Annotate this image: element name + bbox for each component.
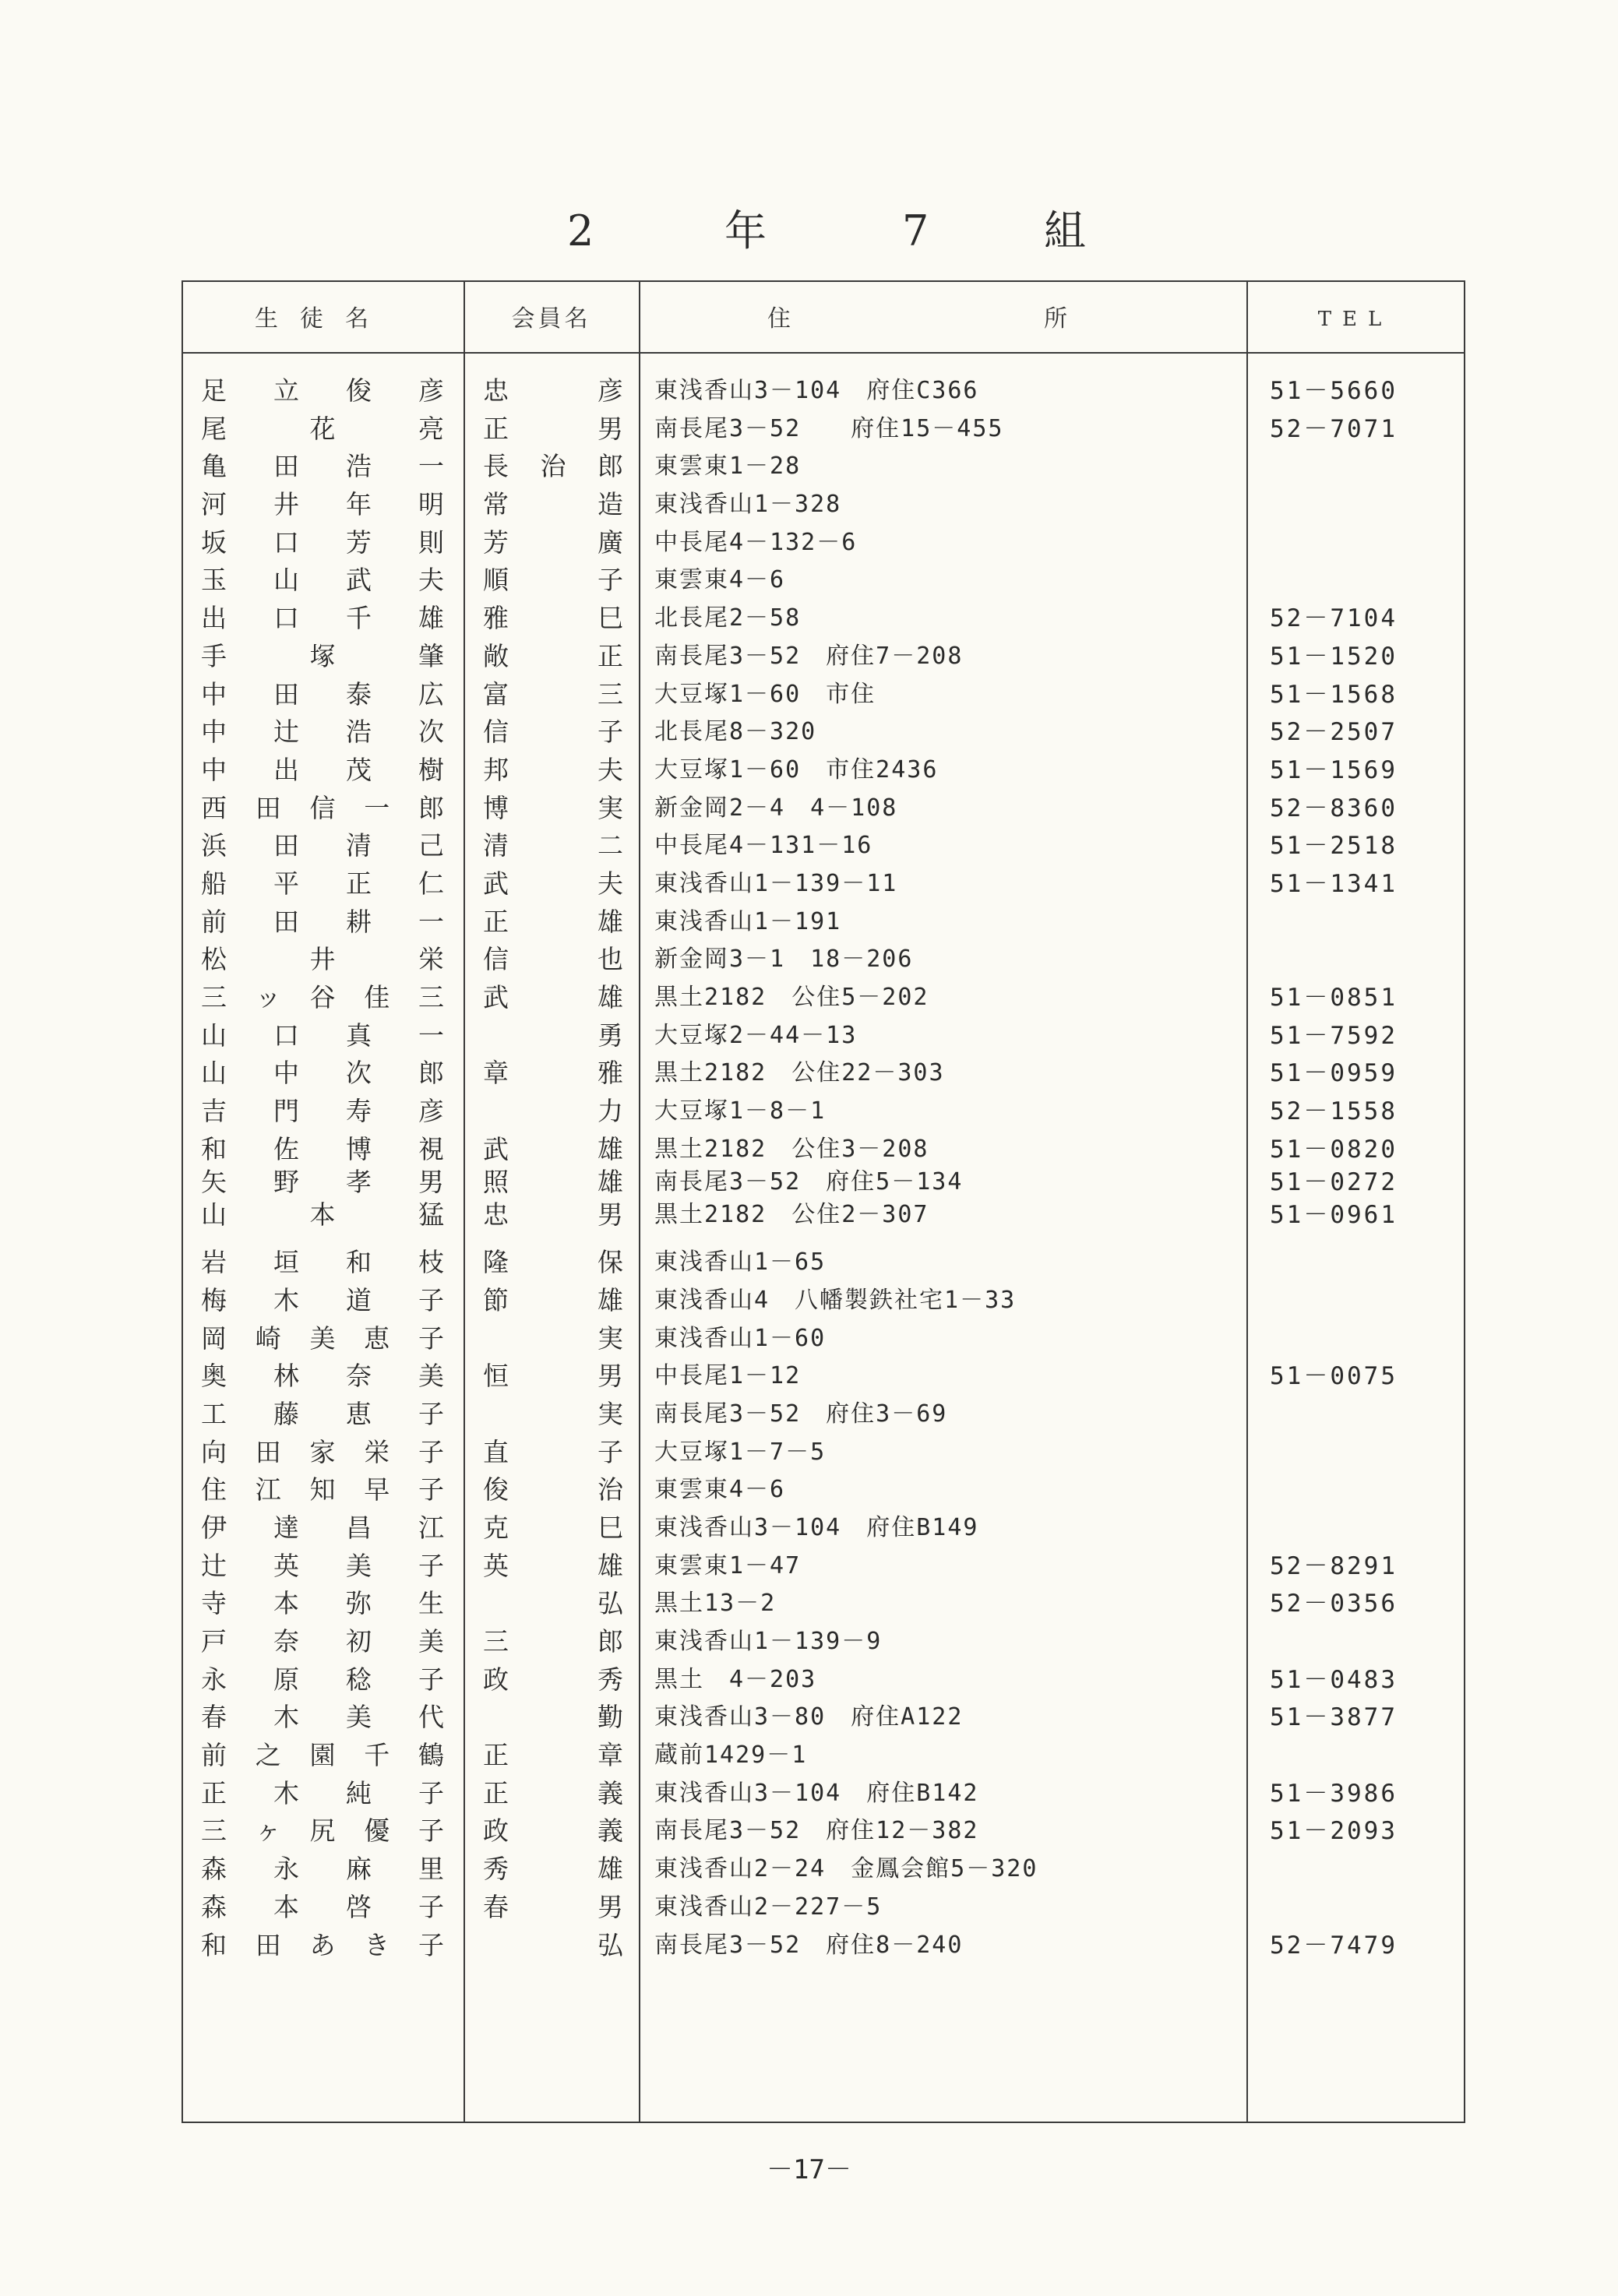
student-name: 手 塚 肇 [201, 640, 444, 671]
member-name: 恒 男 [483, 1361, 623, 1392]
tel-number: 51－0959 [1270, 1059, 1398, 1088]
header-divider [182, 352, 1465, 354]
table-row [0, 486, 1618, 524]
header-address-left: 住 [767, 305, 791, 333]
address: 新金岡3－1 18－206 [654, 946, 914, 974]
table-top-border [182, 280, 1465, 282]
student-name: 西 田 信 一 郎 [201, 792, 444, 823]
student-name: 岡 崎 美 恵 子 [201, 1322, 444, 1354]
address: 東浅香山1－139－11 [654, 869, 898, 897]
address: 東浅香山1－191 [654, 907, 842, 935]
table-row [0, 676, 1618, 714]
table-row [0, 1017, 1618, 1055]
table-row [0, 1320, 1618, 1358]
table-row [0, 1131, 1618, 1169]
table-row [0, 600, 1618, 638]
student-name: 住 江 知 早 子 [201, 1474, 444, 1505]
member-name: 雅 巳 [483, 603, 623, 634]
tel-number: 52－7104 [1270, 604, 1398, 633]
table-row [0, 1358, 1618, 1396]
address: 東雲東4－6 [654, 1476, 786, 1504]
student-name: 梅 木 道 子 [201, 1284, 444, 1315]
student-name: 中 辻 浩 次 [201, 717, 444, 748]
address: 大豆塚1－60 市住 [654, 680, 876, 708]
address: 東浅香山2－24 金鳳会館5－320 [654, 1855, 1038, 1883]
member-name: 克 巳 [483, 1512, 623, 1543]
address: 黒土2182 公住3－208 [654, 1135, 929, 1163]
address: 黒土13－2 [654, 1590, 777, 1618]
member-name: 順 子 [483, 565, 623, 596]
student-name: 三 ヶ 尻 優 子 [201, 1815, 444, 1847]
member-name: 正 雄 [483, 906, 623, 937]
member-name: 武 夫 [483, 868, 623, 899]
student-name: 前 之 園 千 鶴 [201, 1740, 444, 1771]
member-name: 三 郎 [483, 1626, 623, 1657]
student-name: 奥 林 奈 美 [201, 1361, 444, 1392]
tel-number: 52－1558 [1270, 1097, 1398, 1126]
address: 東浅香山1－65 [654, 1248, 827, 1277]
member-name: 信 子 [483, 717, 623, 748]
table-row [0, 827, 1618, 865]
page-title [0, 204, 1618, 259]
tel-number: 52－7071 [1270, 414, 1398, 443]
table-row [0, 524, 1618, 562]
address: 東浅香山3－104 府住B142 [654, 1779, 979, 1807]
tel-number: 51－1520 [1270, 642, 1398, 671]
table-row [0, 713, 1618, 752]
address: 東浅香山3－80 府住A122 [654, 1703, 964, 1731]
table-row [0, 1889, 1618, 1927]
address: 大豆塚1－60 市住2436 [654, 755, 939, 784]
student-name: 永 原 稔 子 [201, 1664, 444, 1695]
table-row [0, 1396, 1618, 1434]
table-row [0, 1927, 1618, 1965]
student-name: 山 中 次 郎 [201, 1058, 444, 1089]
student-name: 尾 花 亮 [201, 413, 444, 444]
student-name: 船 平 正 仁 [201, 868, 444, 899]
student-name: 足 立 俊 彦 [201, 375, 444, 406]
header-tel: TEL [1317, 308, 1393, 331]
address: 南長尾3－52 府住15－455 [654, 414, 1004, 442]
table-row [0, 865, 1618, 903]
member-name: 実 [597, 1398, 623, 1429]
student-name: 寺 本 弥 生 [201, 1588, 444, 1619]
student-name: 吉 門 寿 彦 [201, 1096, 444, 1127]
tel-number: 51－3877 [1270, 1703, 1398, 1732]
student-name: 前 田 耕 一 [201, 906, 444, 937]
address: 南長尾3－52 府住7－208 [654, 642, 964, 670]
student-name: 坂 口 芳 則 [201, 526, 444, 558]
table-row [0, 1737, 1618, 1775]
student-name: 辻 英 美 子 [201, 1550, 444, 1581]
student-name: 松 井 栄 [201, 944, 444, 975]
address: 東浅香山1－328 [654, 491, 842, 519]
address: 東雲東1－28 [654, 453, 802, 481]
address: 黒土2182 公住22－303 [654, 1059, 945, 1087]
table-body [0, 372, 1618, 1964]
address: 東浅香山3－104 府住B149 [654, 1513, 979, 1541]
table-bottom-border [182, 2122, 1465, 2123]
student-name: 亀 田 浩 一 [201, 451, 444, 482]
tel-number: 51－5660 [1270, 377, 1398, 405]
member-name: 長 治 郎 [483, 451, 623, 482]
student-name: 向 田 家 栄 子 [201, 1436, 444, 1467]
student-name: 森 永 麻 里 [201, 1854, 444, 1885]
address: 大豆塚1－8－1 [654, 1097, 827, 1125]
address: 東浅香山2－227－5 [654, 1893, 883, 1921]
address: 東雲東1－47 [654, 1551, 802, 1579]
student-name: 中 田 泰 広 [201, 678, 444, 710]
table-row [0, 1282, 1618, 1320]
student-name: 工 藤 恵 子 [201, 1398, 444, 1429]
tel-number: 51－0075 [1270, 1362, 1398, 1391]
title-class: 7 [902, 206, 929, 255]
member-name: 俊 治 [483, 1474, 623, 1505]
student-name: 岩 垣 和 枝 [201, 1247, 444, 1278]
address: 黒土2182 公住5－202 [654, 984, 929, 1011]
member-name: 秀 雄 [483, 1854, 623, 1885]
student-name: 正 木 純 子 [201, 1777, 444, 1808]
table-row [0, 1244, 1618, 1282]
member-name: 富 三 [483, 678, 623, 710]
member-name: 勤 [597, 1702, 623, 1733]
member-name: 勇 [597, 1019, 623, 1051]
student-name: 森 本 啓 子 [201, 1891, 444, 1922]
member-name: 忠 彦 [483, 375, 623, 406]
address: 中長尾1－12 [654, 1362, 802, 1390]
table-row [0, 1812, 1618, 1851]
table-row [0, 1093, 1618, 1131]
address: 東雲東4－6 [654, 566, 786, 594]
student-name: 中 出 茂 樹 [201, 754, 444, 785]
student-name: 山 本 猛 [201, 1199, 444, 1231]
student-name: 春 木 美 代 [201, 1702, 444, 1733]
table-row [0, 1055, 1618, 1093]
address: 東浅香山1－60 [654, 1324, 827, 1352]
table-row [0, 1585, 1618, 1623]
tel-number: 52－0356 [1270, 1590, 1398, 1618]
table-row [0, 1548, 1618, 1586]
table-row [0, 1434, 1618, 1472]
address: 南長尾3－52 府住12－382 [654, 1817, 979, 1845]
table-row [0, 903, 1618, 942]
member-name: 弘 [597, 1929, 623, 1960]
address: 中長尾4－132－6 [654, 528, 858, 556]
member-name: 照 雄 [483, 1167, 623, 1198]
address: 蔵前1429－1 [654, 1741, 808, 1770]
table-row [0, 941, 1618, 979]
student-name: 和 田 あ き 子 [201, 1929, 444, 1960]
address: 大豆塚2－44－13 [654, 1021, 858, 1049]
tel-number: 51－2093 [1270, 1817, 1398, 1846]
member-name: 春 男 [483, 1891, 623, 1922]
table-row [0, 752, 1618, 790]
tel-number: 51－2518 [1270, 832, 1398, 861]
member-name: 正 男 [483, 413, 623, 444]
tel-number: 51－0820 [1270, 1135, 1398, 1164]
student-name: 河 井 年 明 [201, 489, 444, 520]
header-student-name: 生徒名 [255, 305, 390, 333]
member-name: 清 二 [483, 830, 623, 861]
member-name: 英 雄 [483, 1550, 623, 1581]
address: 北長尾8－320 [654, 718, 817, 746]
table-row [0, 979, 1618, 1017]
member-name: 芳 廣 [483, 526, 623, 558]
member-name: 正 義 [483, 1777, 623, 1808]
tel-number: 51－0272 [1270, 1168, 1398, 1197]
member-name: 敞 正 [483, 640, 623, 671]
student-name: 出 口 千 雄 [201, 603, 444, 634]
tel-number: 51－3986 [1270, 1779, 1398, 1808]
tel-number: 51－1341 [1270, 869, 1398, 898]
table-row [0, 410, 1618, 449]
member-name: 隆 保 [483, 1247, 623, 1278]
tel-number: 51－1569 [1270, 755, 1398, 784]
table-row [0, 1509, 1618, 1548]
tel-number: 52－8360 [1270, 794, 1398, 822]
student-name: 山 口 真 一 [201, 1019, 444, 1051]
student-name: 矢 野 孝 男 [201, 1167, 444, 1198]
member-name: 弘 [597, 1588, 623, 1619]
page-number: －17－ [767, 2154, 851, 2185]
address: 大豆塚1－7－5 [654, 1438, 827, 1466]
member-name: 常 造 [483, 489, 623, 520]
member-name: 章 雅 [483, 1058, 623, 1089]
table-row [0, 1196, 1618, 1234]
address: 黒土2182 公住2－307 [654, 1201, 929, 1229]
student-name: 玉 山 武 夫 [201, 565, 444, 596]
header-member-name: 会員名 [511, 305, 591, 333]
table-row [0, 448, 1618, 486]
address: 東浅香山3－104 府住C366 [654, 377, 979, 404]
member-name: 武 雄 [483, 982, 623, 1012]
address: 東浅香山1－139－9 [654, 1628, 883, 1655]
tel-number: 51－0483 [1270, 1665, 1398, 1694]
address: 南長尾3－52 府住5－134 [654, 1168, 964, 1196]
tel-number: 51－0851 [1270, 984, 1398, 1012]
table-row [0, 1471, 1618, 1509]
table-row [0, 562, 1618, 600]
member-name: 力 [597, 1096, 623, 1127]
member-name: 邦 夫 [483, 754, 623, 785]
member-name: 信 也 [483, 944, 623, 975]
tel-number: 51－0961 [1270, 1201, 1398, 1230]
member-name: 節 雄 [483, 1284, 623, 1315]
tel-number: 51－1568 [1270, 680, 1398, 709]
address: 南長尾3－52 府住8－240 [654, 1931, 964, 1959]
table-row [0, 1623, 1618, 1661]
student-name: 伊 達 昌 江 [201, 1512, 444, 1543]
table-row [0, 1851, 1618, 1889]
student-name: 戸 奈 初 美 [201, 1626, 444, 1657]
title-kumi: 組 [1044, 206, 1086, 255]
member-name: 博 実 [483, 792, 623, 823]
address: 東浅香山4 八幡製鉄社宅1－33 [654, 1286, 1017, 1314]
address: 黒土 4－203 [654, 1665, 817, 1693]
student-name: 三 ッ 谷 佳 三 [201, 982, 444, 1012]
member-name: 政 秀 [483, 1664, 623, 1695]
member-name: 武 雄 [483, 1133, 623, 1164]
table-row [0, 372, 1618, 410]
address: 中長尾4－131－16 [654, 832, 873, 860]
table-row [0, 1775, 1618, 1813]
tel-number: 52－8291 [1270, 1551, 1398, 1580]
table-row [0, 1661, 1618, 1699]
title-grade: 2 [567, 206, 594, 255]
address: 新金岡2－4 4－108 [654, 794, 898, 822]
table-row [0, 1168, 1618, 1196]
table-row [0, 1699, 1618, 1737]
member-name: 政 義 [483, 1815, 623, 1847]
table-row [0, 638, 1618, 676]
member-name: 忠 男 [483, 1199, 623, 1231]
address: 北長尾2－58 [654, 604, 802, 632]
student-name: 浜 田 清 己 [201, 830, 444, 861]
member-name: 実 [597, 1322, 623, 1354]
header-address-right: 所 [1044, 305, 1067, 333]
member-name: 正 章 [483, 1740, 623, 1771]
title-nen: 年 [724, 206, 767, 255]
tel-number: 51－7592 [1270, 1021, 1398, 1050]
address: 南長尾3－52 府住3－69 [654, 1400, 948, 1428]
table-row [0, 790, 1618, 828]
member-name: 直 子 [483, 1436, 623, 1467]
student-name: 和 佐 博 視 [201, 1133, 444, 1164]
tel-number: 52－2507 [1270, 718, 1398, 747]
tel-number: 52－7479 [1270, 1931, 1398, 1960]
